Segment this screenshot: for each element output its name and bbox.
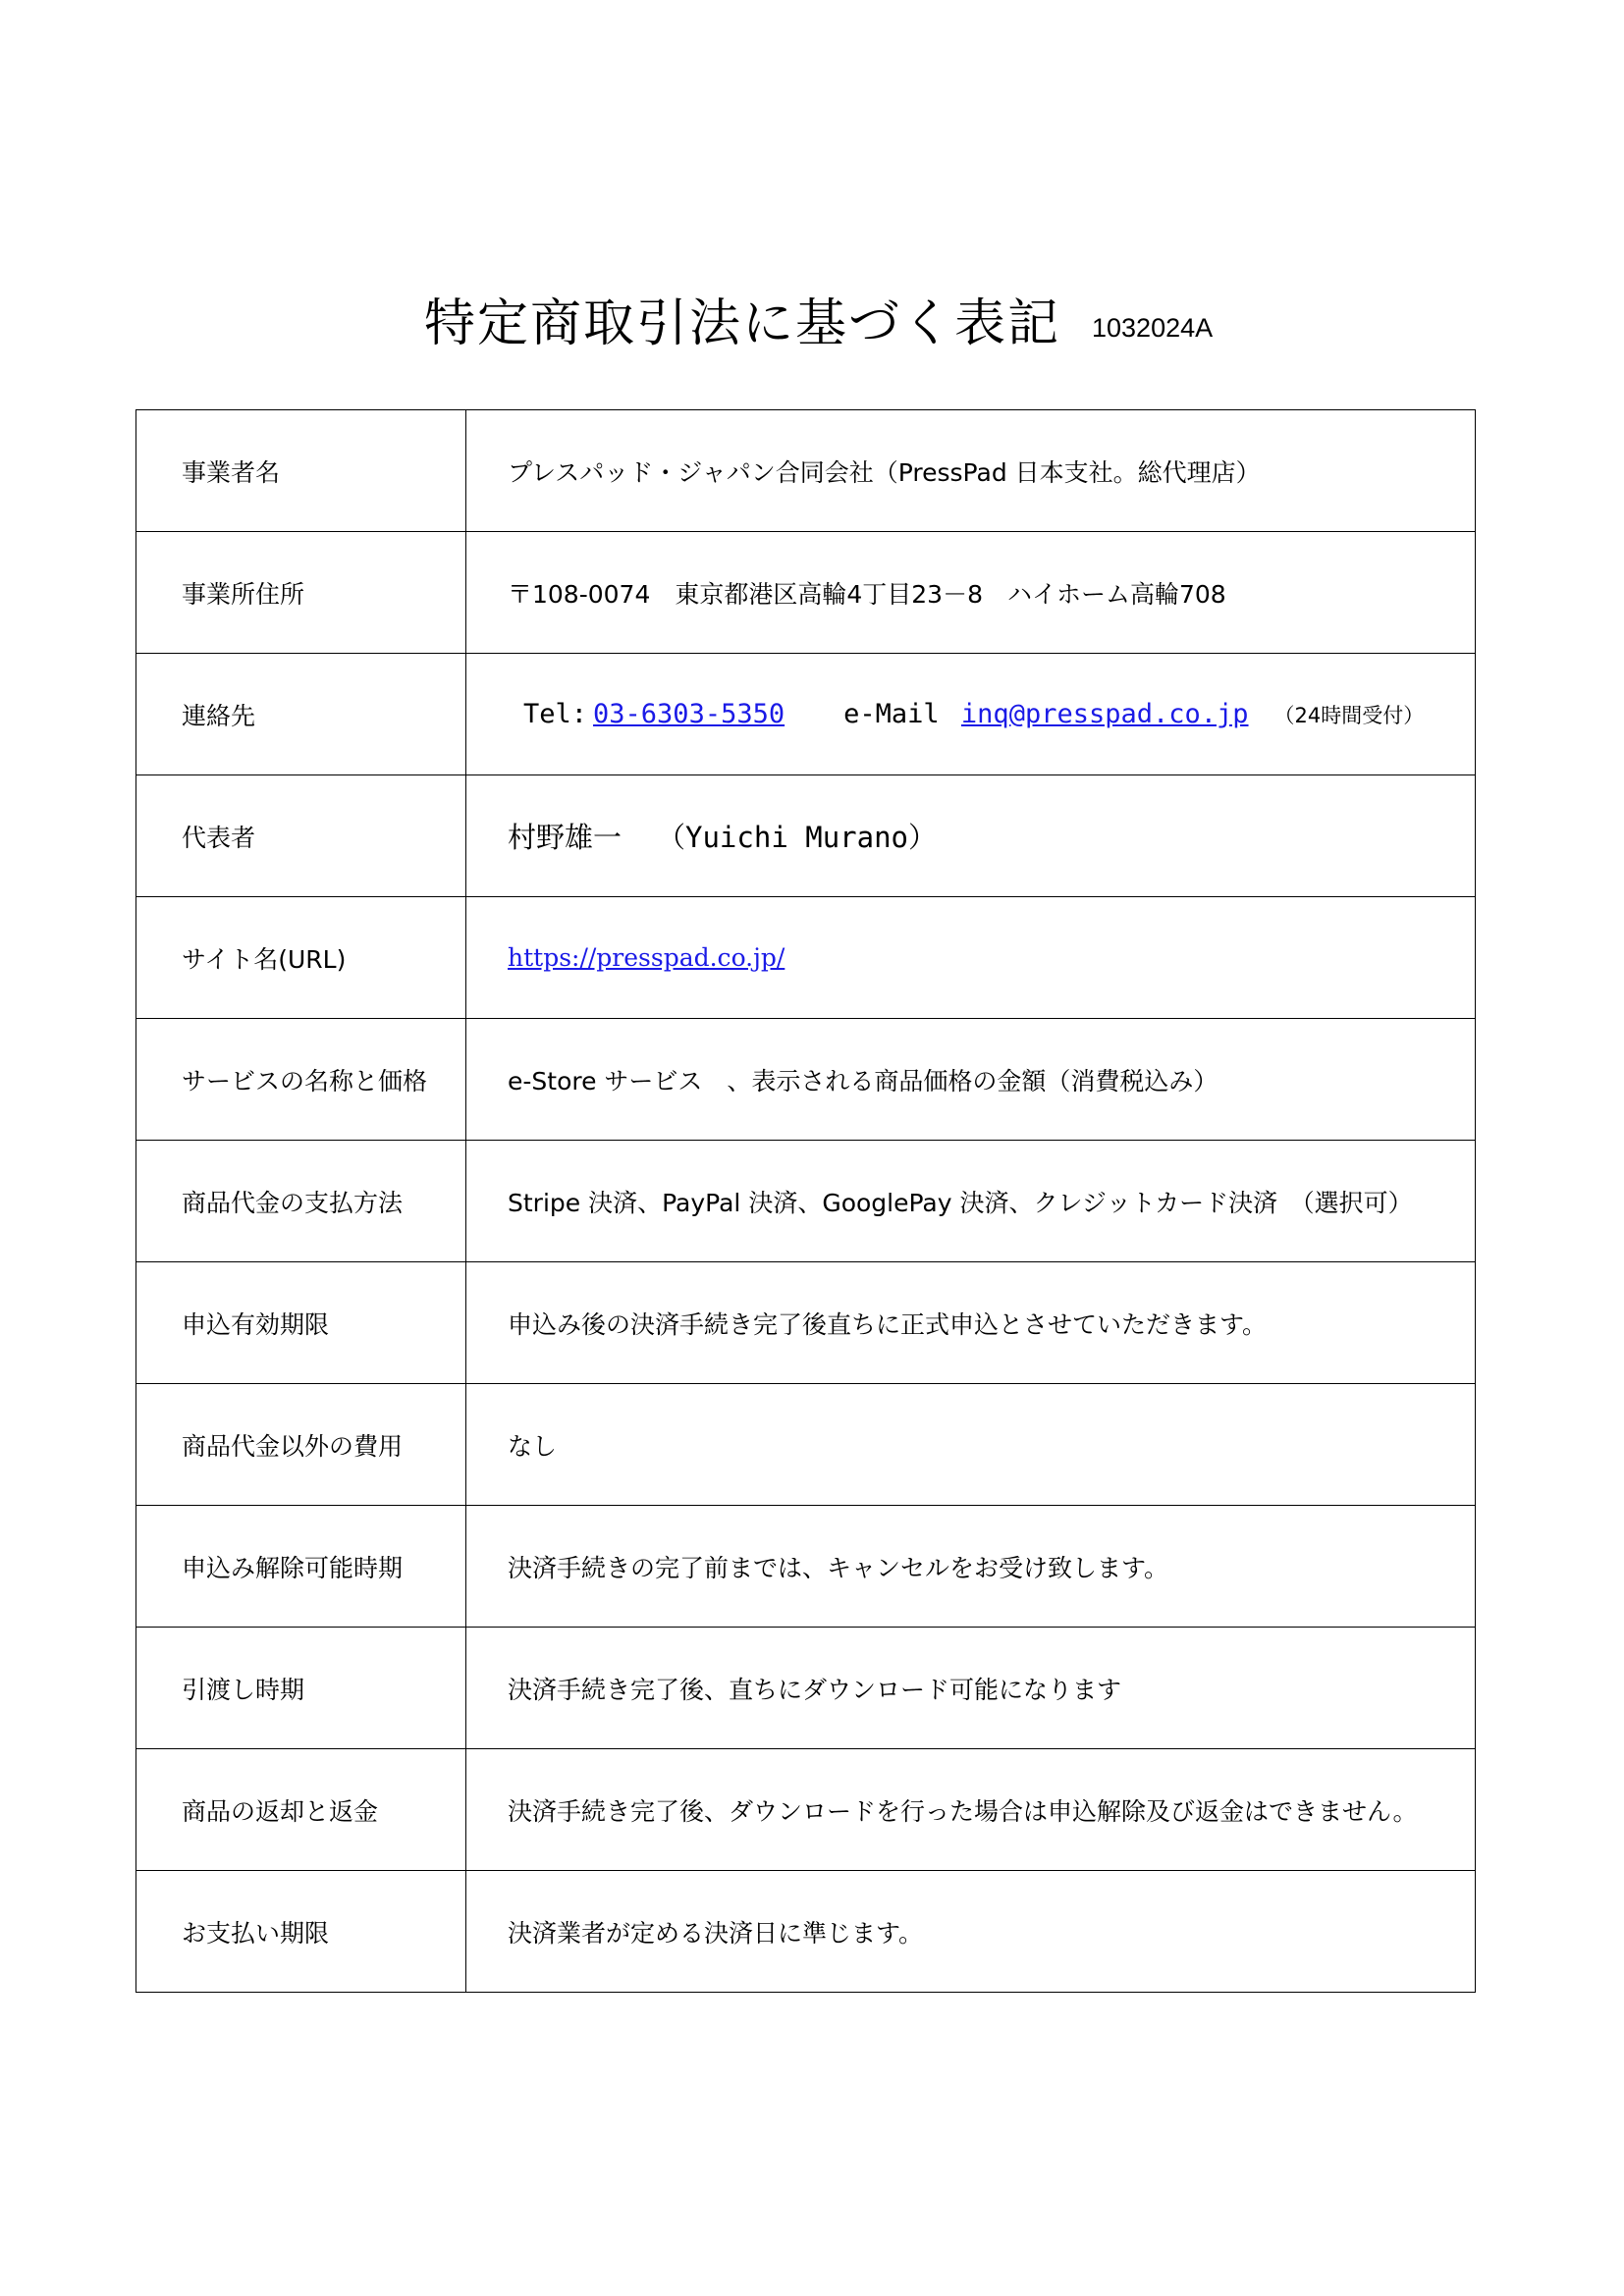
table-row — [136, 775, 1476, 897]
reception-hours-note: （24時間受付） — [1273, 704, 1425, 727]
row-label-other-fees: 商品代金以外の費用 — [136, 1384, 466, 1506]
row-value-payment-deadline: 決済業者が定める決済日に準じます。 — [466, 1871, 1476, 1993]
row-value-contact — [466, 654, 1476, 775]
row-value-other-fees: なし — [466, 1384, 1476, 1506]
row-label-site-url: サイト名(URL) — [136, 897, 466, 1019]
row-value-address: 〒108-0074 東京都港区高輪4丁目23－8 ハイホーム高輪708 — [466, 532, 1476, 654]
table-row — [136, 1141, 1476, 1262]
row-value-service-price: e-Store サービス 、表示される商品価格の金額（消費税込み） — [466, 1019, 1476, 1141]
row-value-representative — [466, 775, 1476, 897]
row-value-site-url — [466, 897, 1476, 1019]
email-label: e-Mail — [843, 699, 940, 729]
phone-link[interactable]: 03-6303-5350 — [593, 699, 785, 729]
row-label-business-name: 事業者名 — [136, 410, 466, 532]
table-row — [136, 897, 1476, 1019]
table-row — [136, 1749, 1476, 1871]
row-label-payment-method: 商品代金の支払方法 — [136, 1141, 466, 1262]
table-row — [136, 532, 1476, 654]
table-row — [136, 1384, 1476, 1506]
page-title: 特定商取引法に基づく表記 — [424, 294, 1061, 353]
table-row — [136, 410, 1476, 532]
representative-line — [508, 821, 937, 854]
row-value-payment-method: Stripe 決済、PayPal 決済、GooglePay 決済、クレジットカード決済 （選択可） — [466, 1141, 1476, 1262]
site-url-link[interactable]: https://presspad.co.jp/ — [508, 943, 785, 972]
row-label-delivery: 引渡し時期 — [136, 1628, 466, 1749]
row-value-delivery: 決済手続き完了後、直ちにダウンロード可能になります — [466, 1628, 1476, 1749]
table-row — [136, 1628, 1476, 1749]
table-row — [136, 1019, 1476, 1141]
row-value-returns-refunds: 決済手続き完了後、ダウンロードを行った場合は申込解除及び返金はできません。 — [466, 1749, 1476, 1871]
row-label-contact: 連絡先 — [136, 654, 466, 775]
row-label-cancellation: 申込み解除可能時期 — [136, 1506, 466, 1628]
row-label-validity: 申込有効期限 — [136, 1262, 466, 1384]
table-row — [136, 1871, 1476, 1993]
document-code: 1032024A — [1092, 313, 1214, 343]
email-link[interactable]: inq@presspad.co.jp — [960, 699, 1249, 729]
contact-line — [508, 699, 1424, 729]
row-value-validity: 申込み後の決済手続き完了後直ちに正式申込とさせていただきます。 — [466, 1262, 1476, 1384]
table-row — [136, 1262, 1476, 1384]
row-label-service-price: サービスの名称と価格 — [136, 1019, 466, 1141]
row-label-address: 事業所住所 — [136, 532, 466, 654]
tel-label: Tel: — [523, 699, 588, 729]
row-value-cancellation: 決済手続きの完了前までは、キャンセルをお受け致します。 — [466, 1506, 1476, 1628]
row-value-business-name: プレスパッド・ジャパン合同会社（PressPad 日本支社。総代理店） — [466, 410, 1476, 532]
representative-name: 村野雄一 — [508, 821, 623, 854]
row-label-representative: 代表者 — [136, 775, 466, 897]
row-label-returns-refunds: 商品の返却と返金 — [136, 1749, 466, 1871]
disclosure-table — [135, 409, 1476, 1993]
table-row — [136, 654, 1476, 775]
table-row — [136, 1506, 1476, 1628]
row-label-payment-deadline: お支払い期限 — [136, 1871, 466, 1993]
representative-name-latin: （Yuichi Murano） — [657, 821, 937, 854]
title-area — [0, 285, 1624, 363]
